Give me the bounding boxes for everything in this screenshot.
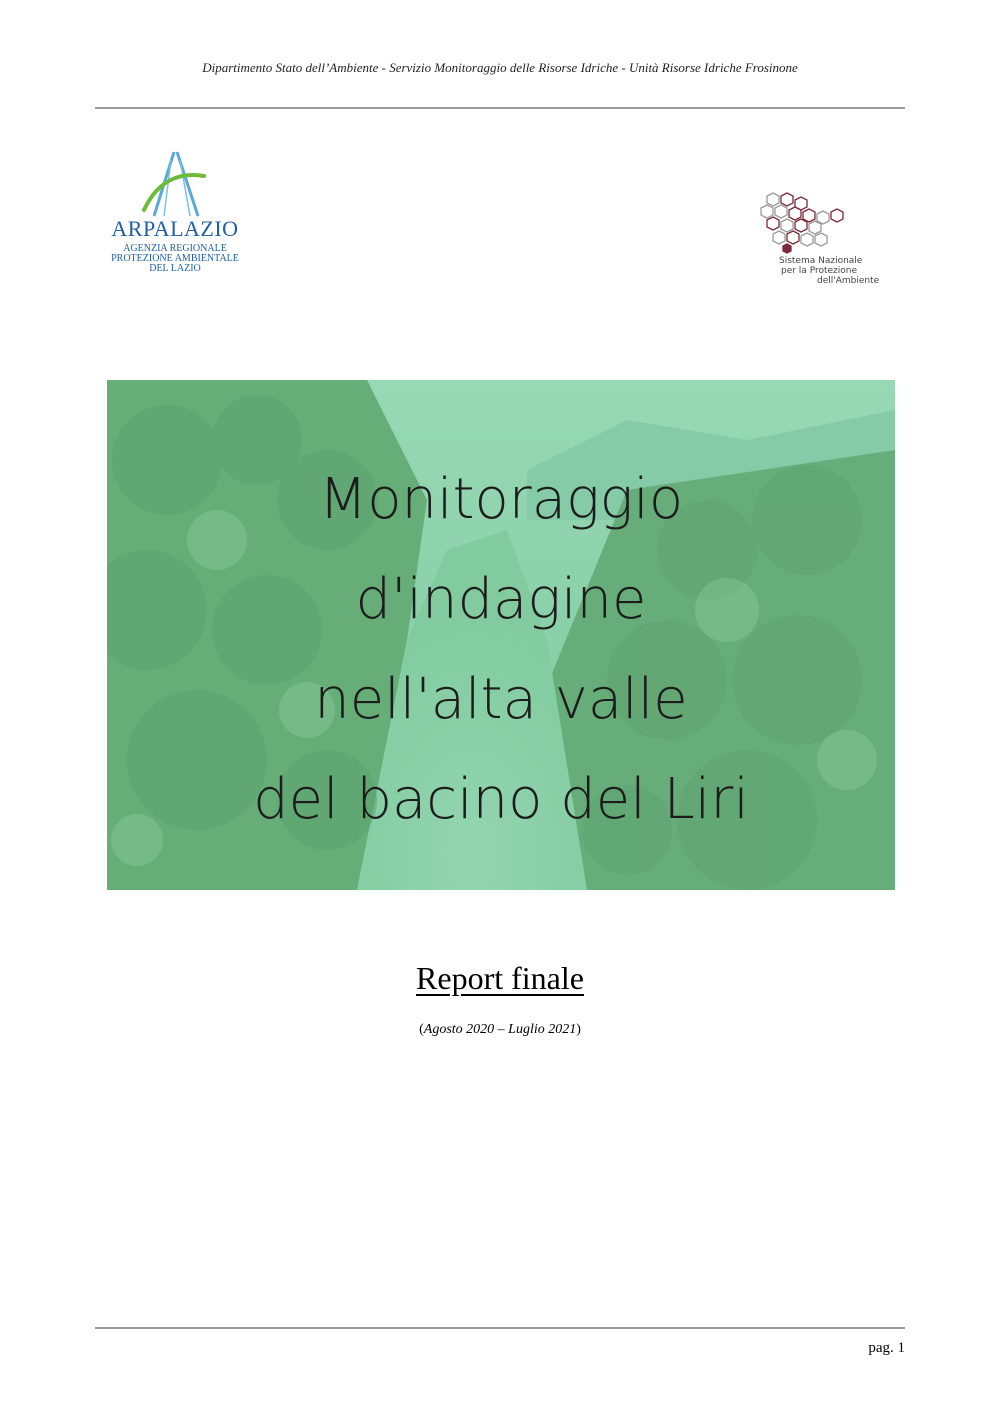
snpa-line: per la Protezione xyxy=(781,266,858,276)
arpa-subtitle-line: PROTEZIONE AMBIENTALE xyxy=(111,253,239,264)
arpa-name: ARPALAZIO xyxy=(111,216,239,241)
header-divider xyxy=(95,107,905,109)
cover-image xyxy=(107,380,895,890)
snpa-line: dell'Ambiente xyxy=(817,276,880,286)
snpa-logo xyxy=(755,190,910,290)
cover-title-line: Monitoraggio xyxy=(318,467,684,532)
arpa-a-mark-icon xyxy=(140,150,210,218)
report-title-text: Report finale xyxy=(416,960,584,996)
page-header: Dipartimento Stato dell’Ambiente - Servizio Monitoraggio delle Risorse Idriche - Unità Risorse Idriche Frosinone xyxy=(202,60,798,75)
arpa-lazio-logo xyxy=(100,150,250,285)
cover-title-line: d'indagine xyxy=(355,567,647,632)
report-title xyxy=(0,960,1000,997)
period-close: ) xyxy=(576,1022,581,1037)
arpa-subtitle xyxy=(100,244,250,274)
footer-divider xyxy=(95,1327,905,1329)
arpa-subtitle-line: DEL LAZIO xyxy=(149,263,201,274)
page-number: pag. 1 xyxy=(868,1340,905,1356)
period-dates: Agosto 2020 – Luglio 2021 xyxy=(423,1022,577,1037)
period-open: ( xyxy=(419,1022,424,1037)
snpa-hexagons-icon xyxy=(755,190,855,256)
snpa-line: Sistema Nazionale xyxy=(779,256,863,266)
cover-title-line: nell'alta valle xyxy=(314,667,688,732)
cover-title-line: del bacino del Liri xyxy=(253,767,749,832)
cover-title xyxy=(107,450,895,850)
snpa-name xyxy=(779,256,909,286)
report-period xyxy=(0,1022,1000,1038)
arpa-subtitle-line: AGENZIA REGIONALE xyxy=(123,243,227,254)
